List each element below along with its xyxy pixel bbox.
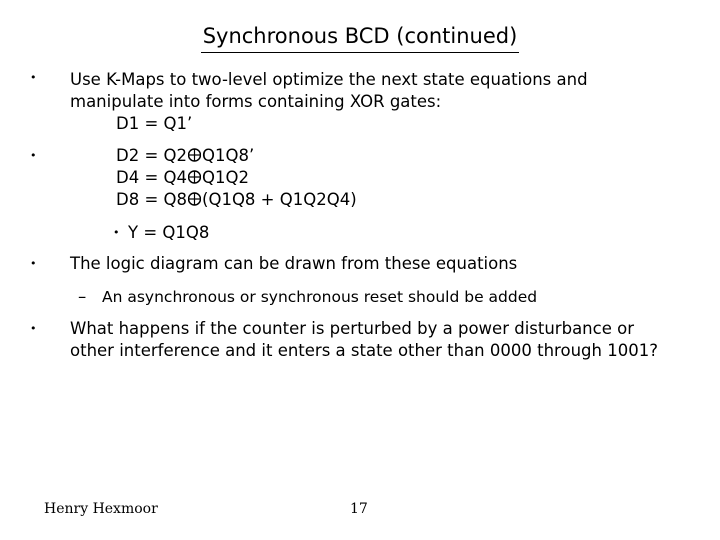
circled-plus-icon	[188, 191, 201, 207]
equation-d8-rhs: (Q1Q8 + Q1Q2Q4)	[202, 190, 357, 209]
bullet-1-line-2: manipulate into forms containing XOR gates:	[70, 92, 442, 111]
footer-author: Henry Hexmoor	[44, 501, 158, 517]
sub-bullet-reset: An asynchronous or synchronous reset should be added	[102, 288, 538, 306]
slide-title: Synchronous BCD (continued)	[201, 22, 520, 53]
equation-d8	[116, 189, 357, 211]
equation-d1: D1 = Q1’	[116, 114, 193, 133]
bullet-3: The logic diagram can be drawn from these equations	[70, 254, 518, 273]
title-container	[0, 22, 720, 53]
equation-d2-lhs: D2 = Q2	[116, 146, 188, 165]
equation-y: Y = Q1Q8	[128, 223, 210, 242]
circled-plus-icon	[188, 169, 201, 185]
bullet-marker: •	[30, 322, 37, 335]
equation-d4-lhs: D4 = Q4	[116, 168, 188, 187]
page-number: 17	[350, 501, 368, 517]
equation-d2	[116, 145, 254, 167]
bullet-marker: •	[30, 257, 37, 270]
bullet-marker: •	[113, 226, 120, 239]
equation-d4	[116, 167, 249, 189]
equation-d2-rhs: Q1Q8’	[202, 146, 255, 165]
circled-plus-icon	[188, 147, 201, 163]
bullet-4-line-2: other interference and it enters a state other than 0000 through 1001?	[70, 341, 658, 360]
bullet-marker: •	[30, 71, 37, 84]
dash-marker: –	[78, 287, 87, 306]
equation-d4-rhs: Q1Q2	[202, 168, 249, 187]
equation-d8-lhs: D8 = Q8	[116, 190, 188, 209]
bullet-4-line-1: What happens if the counter is perturbed by a power disturbance or	[70, 319, 634, 338]
bullet-1-line-1: Use K-Maps to two-level optimize the next state equations and	[70, 70, 588, 89]
bullet-marker: •	[30, 149, 37, 162]
